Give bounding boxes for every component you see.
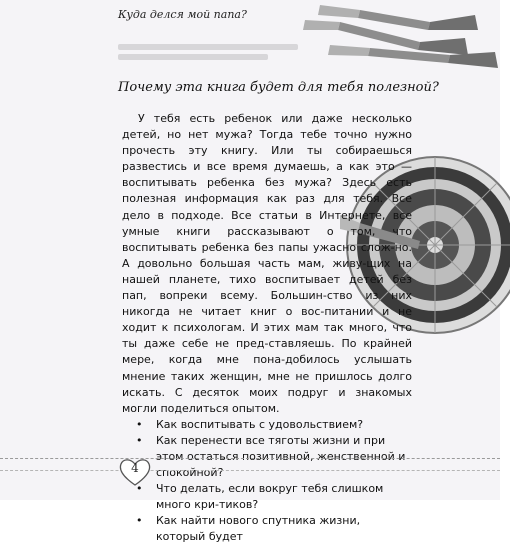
section-title: Почему эта книга будет для тебя полезной? <box>118 80 439 95</box>
list-item: • Как воспитывать с удовольствием? <box>122 417 412 433</box>
footer-divider-lower <box>0 470 500 471</box>
intro-paragraph: У тебя есть ребенок или даже несколько детей, но нет мужа? Тогда тебе точно нужно прочесть эту книгу. Или ты собираешься развестись и все время думаешь, а как это — воспитывать ребенка без мужа? Здесь есть полезная информация как раз для тебя. Все дело в подходе. Все статьи в Интернете, все умные книги рассказывают о том, что воспитывать ребенка без папы ужасно слож-но. А довольно большая часть мам, живу-щих на нашей планете, тихо воспитывает детей без пап, вопреки всему. Большин-ство из них никогда не читает книг о вос-питании и не ходит к психологам. И этих мам так много, что ты даже себе не пред-ставляешь. По крайней мере, когда мне пона-добилось услышать мнение таких женщин, мне не пришлось долго искать. С десяток моих подруг и знакомых могли поделиться опытом. <box>122 112 412 415</box>
page-number: 4 <box>131 461 139 475</box>
footer-divider <box>0 458 500 459</box>
list-item: • Как перенести все тяготы жизни и при этом остаться позитивной, женственной и спокойной? <box>122 433 412 481</box>
question-list <box>122 417 412 546</box>
body-text <box>122 111 412 546</box>
darts-illustration <box>300 0 500 90</box>
bleed-through-text <box>118 40 318 68</box>
list-item: • Что делать, если вокруг тебя слишком много кри-тиков? <box>122 481 412 513</box>
list-item: • Как найти нового спутника жизни, который будет <box>122 513 412 545</box>
running-head: Куда делся мой папа? <box>118 8 247 21</box>
